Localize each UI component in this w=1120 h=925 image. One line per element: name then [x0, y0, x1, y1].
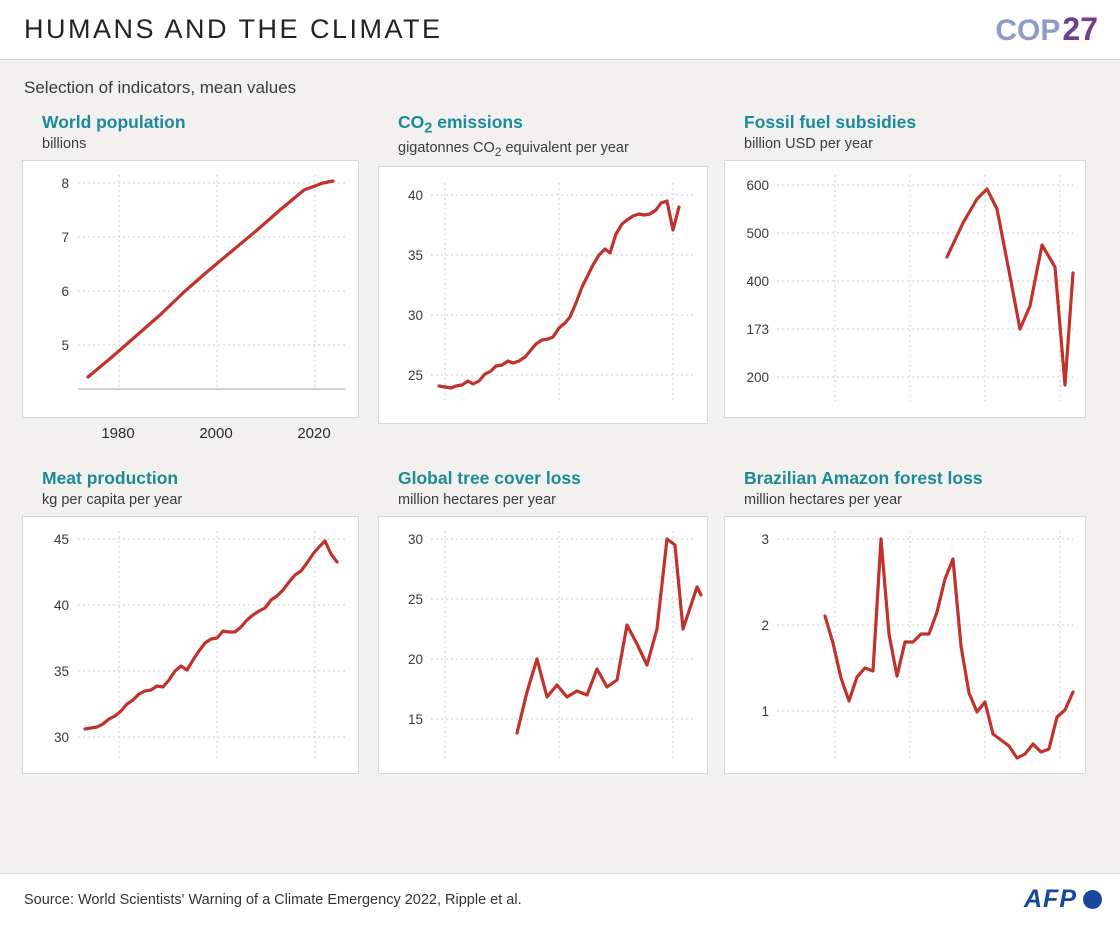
chart-subtitle-tree-cover-loss: million hectares per year — [398, 492, 556, 509]
chart-amazon-forest-loss — [724, 516, 1086, 774]
svg-text:173: 173 — [746, 322, 769, 337]
x-axis-fossil-fuel-subsidies — [724, 418, 1092, 448]
chart-title-co2-emissions: $CO_2$ emissions — [398, 112, 523, 137]
chart-fossil-fuel-subsidies — [724, 160, 1086, 418]
gridlines — [777, 175, 1073, 401]
afp-logo — [1024, 885, 1102, 914]
svg-text:35: 35 — [53, 664, 69, 680]
chart-title-tree-cover-loss: Global tree cover loss — [398, 468, 581, 489]
source-text: Source: World Scientists' Warning of a Climate Emergency 2022, Ripple et al. — [24, 891, 522, 908]
svg-text:400: 400 — [746, 274, 769, 289]
panel-meat-production — [22, 468, 378, 774]
chart-co2-emissions — [378, 166, 708, 424]
svg-text:45: 45 — [53, 532, 69, 548]
svg-text:15: 15 — [407, 712, 423, 728]
cop-logo-year: 27 — [1062, 11, 1098, 47]
chart-svg-fossil-fuel-subsidies — [725, 161, 1085, 417]
panel-fossil-fuel-subsidies — [724, 112, 1092, 454]
chart-title-meat-production: Meat production — [42, 468, 179, 489]
xtick-1980: 1980 — [101, 425, 135, 442]
page-title: HUMANS AND THE CLIMATE — [24, 14, 443, 44]
chart-world-population — [22, 160, 359, 418]
page-header — [0, 0, 1120, 60]
svg-text:5: 5 — [61, 338, 69, 353]
chart-svg-world-population — [23, 161, 358, 417]
svg-text:7: 7 — [61, 230, 69, 245]
y-axis-labels — [746, 178, 769, 385]
chart-subtitle-fossil-fuel-subsidies: billion USD per year — [744, 136, 873, 152]
chart-title-amazon-forest-loss: Brazilian Amazon forest loss — [744, 468, 983, 489]
page-footer — [0, 873, 1120, 925]
svg-text:40: 40 — [53, 598, 69, 614]
afp-dot-icon — [1083, 890, 1102, 909]
svg-text:30: 30 — [407, 532, 423, 548]
series-line-world-population — [88, 181, 333, 377]
x-axis-world-population — [22, 418, 378, 448]
y-axis-labels — [408, 188, 423, 383]
svg-text:30: 30 — [53, 730, 69, 746]
svg-text:1: 1 — [761, 704, 769, 720]
svg-text:35: 35 — [407, 248, 423, 264]
chart-svg-amazon-forest-loss — [725, 517, 1085, 773]
svg-text:600: 600 — [746, 178, 769, 193]
y-axis-labels — [761, 532, 769, 719]
charts-grid — [0, 112, 1120, 774]
xtick-2020: 2020 — [297, 425, 331, 442]
chart-svg-meat-production — [23, 517, 358, 773]
chart-meat-production — [22, 516, 359, 774]
gridlines — [78, 175, 345, 389]
y-axis-labels — [408, 532, 423, 727]
gridlines — [777, 531, 1073, 759]
chart-title-fossil-fuel-subsidies: Fossil fuel subsidies — [744, 112, 917, 132]
chart-title-world-population: World population — [42, 112, 186, 132]
chart-subtitle-meat-production: kg per capita per year — [42, 492, 183, 509]
panel-co2-emissions — [378, 112, 724, 454]
chart-subtitle-amazon-forest-loss: million hectares per year — [744, 492, 902, 509]
chart-svg-co2-emissions — [379, 167, 707, 423]
svg-text:2: 2 — [761, 618, 769, 634]
cop-logo-text: COP — [995, 14, 1061, 47]
svg-text:200: 200 — [746, 370, 769, 385]
page-subtitle: Selection of indicators, mean values — [24, 78, 297, 97]
svg-text:25: 25 — [407, 592, 423, 608]
y-axis-labels — [61, 176, 69, 353]
chart-subtitle-co2-emissions: gigatonnes $CO_2$ equivalent per year — [398, 139, 629, 159]
svg-text:20: 20 — [407, 652, 423, 668]
x-axis-co2-emissions — [378, 424, 724, 454]
series-line-fossil-fuel-subsidies — [947, 189, 1073, 385]
afp-logo-text: AFP — [1024, 885, 1077, 913]
svg-text:30: 30 — [407, 308, 423, 324]
svg-text:25: 25 — [407, 368, 423, 384]
x-axis-svg — [22, 418, 357, 448]
cop27-logo — [995, 11, 1098, 48]
gridlines — [431, 531, 695, 759]
panel-world-population — [22, 112, 378, 454]
svg-text:8: 8 — [61, 176, 69, 191]
svg-text:500: 500 — [746, 226, 769, 241]
chart-svg-tree-cover-loss — [379, 517, 707, 773]
svg-text:6: 6 — [61, 284, 69, 299]
gridlines — [431, 183, 695, 403]
svg-text:3: 3 — [761, 532, 769, 548]
svg-text:40: 40 — [407, 188, 423, 204]
xtick-2000: 2000 — [199, 425, 233, 442]
series-line-meat-production — [85, 541, 337, 729]
panel-tree-cover-loss — [378, 468, 724, 774]
chart-tree-cover-loss — [378, 516, 708, 774]
series-line-amazon-forest-loss — [825, 539, 1073, 758]
y-axis-labels — [54, 532, 69, 745]
chart-subtitle-world-population: billions — [42, 136, 87, 152]
panel-amazon-forest-loss — [724, 468, 1092, 774]
